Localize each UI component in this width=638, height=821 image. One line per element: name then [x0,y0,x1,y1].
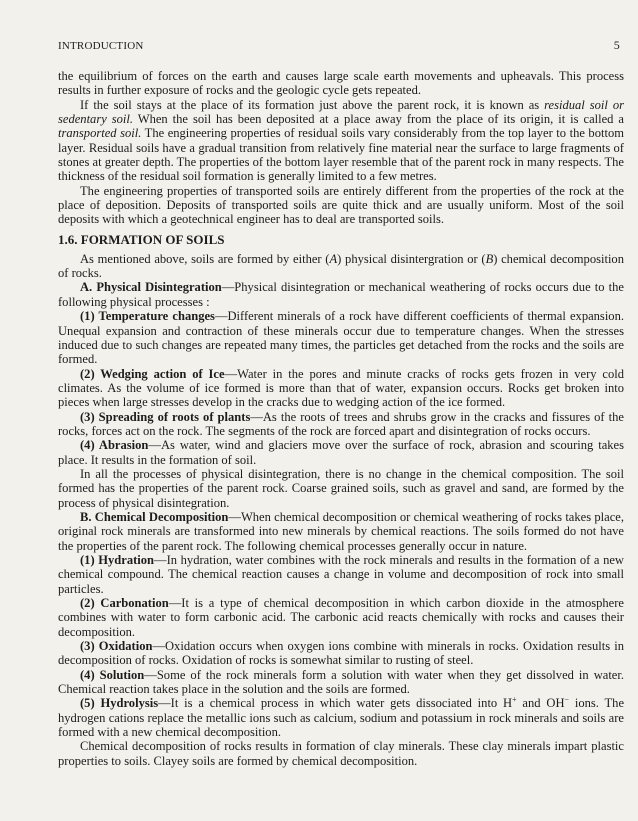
item-hydrolysis: (5) Hydrolysis—It is a chemical process in which water gets dissociated into H+ and OH− ions. The hydrogen cations replace the metallic ions such as calcium, sodium and potassium in rock minerals and soils are formed with a new chemical decomposition. [58,695,625,740]
paragraph-chemical-decomposition: B. Chemical Decomposition—When chemical decomposition or chemical weathering of rocks takes place, original rock minerals are transformed into new minerals by chemical reactions. The soils formed do not have the properties of the parent rock. The following chemical processes generally occur in nature. [58,509,624,553]
paragraph-physical-summary: In all the processes of physical disintegration, there is no change in the chemical composition. The soil formed has the properties of the parent rock. Coarse grained soils, such as gravel and sand, are formed by the process of physical disintegration. [58,466,624,510]
subheading-physical: A. Physical Disintegration [80,280,222,295]
item-spreading-roots: (3) Spreading of roots of plants—As the roots of trees and shrubs grow in the cracks and fissures of the rocks, forces act on the rock. The segments of the rock are forced apart and disintegration of rocks occurs. [58,409,624,438]
item-abrasion: (4) Abrasion—As water, wind and glaciers move over the surface of rock, abrasion and scouring takes place. It results in the formation of soil. [58,438,624,467]
item-carbonation: (2) Carbonation—It is a type of chemical decomposition in which carbon dioxide in the atmosphere combines with water to form carbonic acid. The carbonic acid reacts chemically with rocks and causes their decomposition. [58,596,624,639]
item-wedging-action: (2) Wedging action of Ice—Water in the pores and minute cracks of rocks gets frozen in very cold climates. As the volume of ice formed is more than that of water, expansion occurs. Rocks get broken into pieces when large stresses develop in the cracks due to wedging action of the ice formed. [58,366,624,410]
paragraph-continuation: the equilibrium of forces on the earth and causes large scale earth movements and upheavals. This process results in further exposure of rocks and the geologic cycle gets repeated. [58,69,624,98]
term-residual-soil: residual soil or sedentary soil. [58,97,625,127]
section-heading: 1.6. FORMATION OF SOILS [58,231,225,247]
item-hydration: (1) Hydration—In hydration, water combines with the rock minerals and results in the formation of a new chemical compound. The chemical reaction causes a change in volume and decomposition of rock into small particles. [58,553,624,596]
term-transported-soil: transported soil. [58,126,142,141]
item-solution: (4) Solution—Some of the rock minerals form a solution with water when they get dissolved in water. Chemical reaction takes place in the solution and the soils are formed. [58,667,624,697]
paragraph-residual-soil: If the soil stays at the place of its formation just above the parent rock, it is known as residual soil or sedentary soil. When the soil has been deposited at a place away from the place of its origin, it is called a transported soil. The engineering properties of residual soils vary considerably from the top layer to the bottom layer. Residual soils have a gradual transition from relatively fine material near the surface to large fragments of stones at greater depth. The properties of the bottom layer resemble that of the parent rock in many respects. The thickness of the residual soil formation is generally limited to a few metres. [58,97,625,184]
paragraph-transported-soil: The engineering properties of transported soils are entirely different from the properties of the rock at the place of deposition. Deposits of transported soils are quite thick and are usually uniform. Most of the soil deposits with which a geotechnical engineer has to deal are transported soils. [58,183,624,227]
running-title: INTRODUCTION [58,40,144,52]
subheading-chemical: B. Chemical Decomposition [80,509,229,524]
paragraph-formation-intro: As mentioned above, soils are formed by either (A) physical disintergration or (B) chemical decomposition of rocks. [58,251,624,281]
paragraph-physical-disintegration: A. Physical Disintegration—Physical disintegration or mechanical weathering of rocks occurs due to the following physical processes : [58,280,624,309]
paragraph-chemical-summary: Chemical decomposition of rocks results in formation of clay minerals. These clay minerals impart plastic properties to soils. Clayey soils are formed by chemical decomposition. [58,739,624,768]
item-temperature-changes: (1) Temperature changes—Different minerals of a rock have different coefficients of thermal expansion. Unequal expansion and contraction of these minerals occur due to temperature changes. When the stresses induced due to such changes are repeated many times, the particles get detached from the rocks and the soils are formed. [58,309,624,367]
page-number: 5 [613,38,620,52]
item-oxidation: (3) Oxidation—Oxidation occurs when oxygen ions combine with minerals in rocks. Oxidation results in decomposition of rocks. Oxidation of rocks is somewhat similar to rusting of steel. [58,639,624,668]
page-header [58,38,624,53]
